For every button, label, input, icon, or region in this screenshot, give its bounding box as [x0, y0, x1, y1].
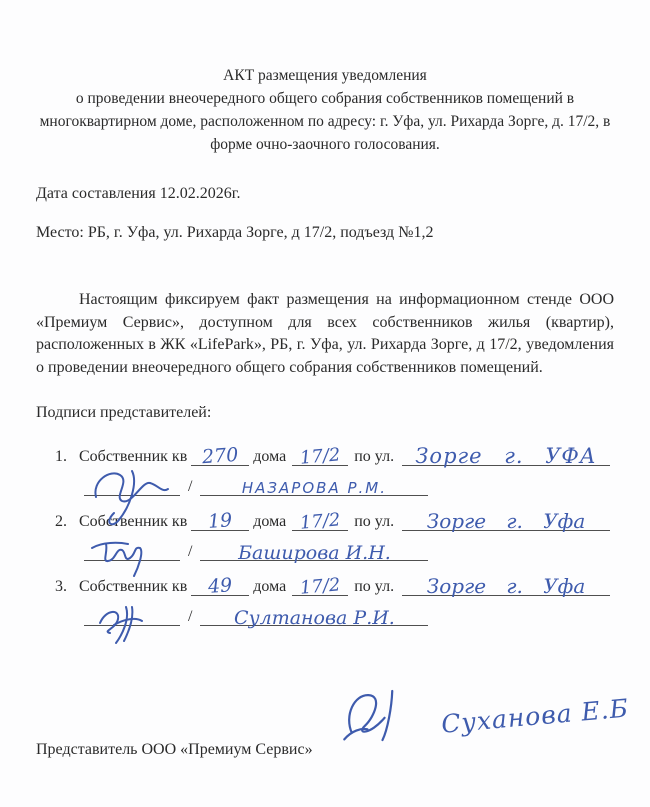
- footer-signature: [338, 665, 630, 748]
- signature-scribble-icon: [88, 467, 174, 507]
- separator-slash: /: [188, 543, 193, 560]
- owner-label: Собственник кв: [79, 513, 188, 530]
- separator-slash: /: [188, 608, 193, 625]
- apartment-number-handwritten: 19: [207, 509, 234, 533]
- signature-scribble-icon: [88, 601, 154, 637]
- apartment-field: [191, 568, 249, 596]
- owner-name-field: [200, 468, 428, 496]
- owner-name-field: [200, 598, 428, 629]
- separator-slash: /: [188, 478, 193, 495]
- street-label: по ул.: [354, 513, 395, 530]
- owner-entry-1: [36, 436, 614, 496]
- street-handwritten: Зорге г. Уфа: [426, 574, 586, 598]
- street-field: [402, 438, 610, 466]
- entry-number: 3.: [55, 578, 67, 595]
- apartment-number-handwritten: 270: [201, 443, 240, 469]
- owner-name-handwritten: Султанова Р.И.: [234, 607, 395, 629]
- signature-field: [84, 468, 180, 496]
- footer-row: [36, 693, 630, 759]
- owner-entries-list: [36, 436, 614, 629]
- signature-scribble-icon: [338, 683, 417, 747]
- house-label: дома: [253, 513, 287, 530]
- house-field: [292, 438, 348, 469]
- owner-name-field: [200, 533, 428, 564]
- house-field: [292, 503, 348, 534]
- title-line-4: форме очно-заочного голосования.: [210, 136, 440, 153]
- street-label: по ул.: [354, 448, 395, 465]
- title-line-2: о проведении внеочередного общего собрания собственников помещений в: [75, 90, 575, 107]
- house-number-handwritten: 17/2: [299, 509, 342, 534]
- house-field: [292, 568, 348, 599]
- street-field: [402, 503, 610, 531]
- street-field: [402, 568, 610, 596]
- signature-field: [84, 598, 180, 626]
- house-label: дома: [253, 448, 287, 465]
- title-line-1: АКТ размещения уведомления: [223, 67, 427, 84]
- house-number-handwritten: 17/2: [299, 574, 342, 599]
- signature-scribble-icon: [88, 536, 158, 572]
- entry-number: 2.: [55, 513, 67, 530]
- owner-entry-3: [36, 566, 614, 629]
- owner-name-handwritten: Баширова И.Н.: [238, 542, 391, 564]
- date-line: Дата составления 12.02.2026г.: [36, 185, 241, 202]
- owner-name-handwritten: НАЗАРОВА Р.М.: [241, 479, 388, 497]
- document-title: [36, 64, 614, 156]
- place-line: Место: РБ, г. Уфа, ул. Рихарда Зорге, д 17/2, подъезд №1,2: [36, 224, 434, 241]
- owner-entry-2: [36, 501, 614, 564]
- apartment-field: [191, 438, 249, 469]
- owner-label: Собственник кв: [79, 578, 188, 595]
- entry-number: 1.: [55, 448, 67, 465]
- apartment-number-handwritten: 49: [207, 574, 234, 598]
- street-handwritten: Зорге г. Уфа: [426, 509, 586, 533]
- street-handwritten: Зорге г. УФА: [415, 444, 597, 468]
- owner-label: Собственник кв: [79, 448, 188, 465]
- signatures-heading: Подписи представителей:: [36, 404, 212, 421]
- body-paragraph: Настоящим фиксируем факт размещения на информационном стенде ООО «Премиум Сервис», доступном для всех собственников жилья (квартир), расположенных в ЖК «LifePark», РБ, г. Уфа, ул. Рихарда Зорге, д 17/2, уведомления о проведении внеочередного общего собрания собственников помещений.: [36, 291, 614, 376]
- house-number-handwritten: 17/2: [299, 444, 342, 469]
- street-label: по ул.: [354, 578, 395, 595]
- apartment-field: [191, 503, 249, 531]
- footer-signature-name-handwritten: Суханова Е.Б: [439, 693, 630, 739]
- footer-representative-label: Представитель ООО «Премиум Сервис»: [36, 741, 313, 758]
- house-label: дома: [253, 578, 287, 595]
- title-line-3: многоквартирном доме, расположенном по адресу: г. Уфа, ул. Рихарда Зорге, д. 17/2, в: [39, 113, 611, 130]
- signature-field: [84, 533, 180, 561]
